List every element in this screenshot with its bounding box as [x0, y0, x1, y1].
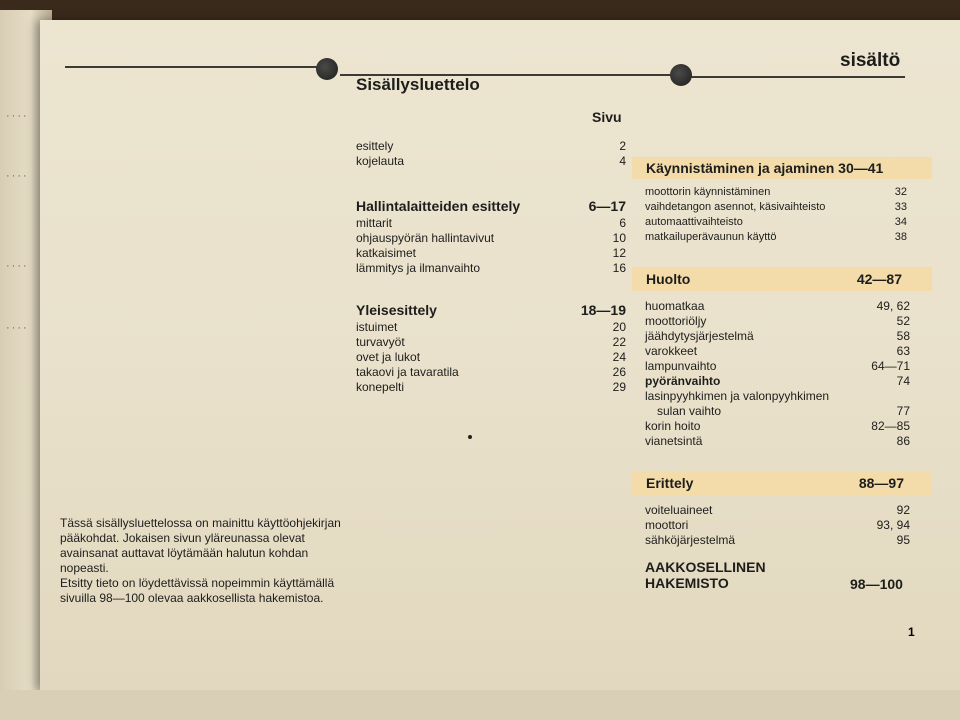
section-band[interactable] [632, 267, 932, 291]
toc-entry-label: sähköjärjestelmä [645, 533, 736, 547]
toc-entry-page: 52 [896, 314, 910, 328]
toc-entry[interactable] [645, 518, 910, 532]
decorative-dots: ···· [6, 170, 29, 182]
toc-entry-label: kojelauta [356, 154, 405, 168]
toc-entry[interactable] [356, 380, 626, 394]
toc-entry-page: 26 [612, 365, 626, 379]
toc-entry-page: 6 [619, 216, 626, 230]
toc-entry-page: 93, 94 [876, 518, 910, 532]
toc-entry[interactable] [645, 216, 907, 228]
section-band[interactable] [632, 471, 932, 495]
section-heading[interactable] [356, 302, 626, 318]
toc-entry[interactable] [356, 261, 626, 275]
section-heading-pages: 6—17 [588, 198, 626, 214]
toc-entry[interactable] [645, 434, 910, 448]
toc-entry-label: mittarit [356, 216, 392, 230]
toc-entry[interactable] [356, 216, 626, 230]
section-band-pages: 88—97 [858, 475, 904, 491]
toc-entry-page: 74 [896, 374, 910, 388]
toc-entry-label: lampunvaihto [645, 359, 717, 373]
toc-entry-label: moottoriöljy [645, 314, 707, 328]
toc-entry-label: sulan vaihto [657, 404, 722, 418]
toc-entry-page: 49, 62 [876, 299, 910, 313]
toc-entry-label: vaihdetangon asennot, käsivaihteisto [645, 201, 826, 213]
toc-entry-label: konepelti [356, 380, 405, 394]
toc-entry[interactable] [645, 533, 910, 547]
toc-entry[interactable] [645, 374, 910, 388]
section-band[interactable] [632, 157, 932, 179]
toc-entry-page: 24 [612, 350, 626, 364]
toc-entry[interactable] [356, 335, 626, 349]
toc-entry-label: istuimet [356, 320, 398, 334]
toc-entry-label: voiteluaineet [645, 503, 713, 517]
binder-hole [316, 58, 338, 80]
toc-entry-label: matkailuperävaunun käyttö [645, 231, 777, 243]
toc-entry[interactable] [356, 365, 626, 379]
toc-entry[interactable] [645, 503, 910, 517]
toc-entry-label: korin hoito [645, 419, 701, 433]
top-rule-right [690, 76, 905, 78]
toc-entry-page: 63 [896, 344, 910, 358]
decorative-dots: ···· [6, 110, 29, 122]
toc-entry[interactable] [356, 139, 626, 153]
index-pages: 98—100 [850, 576, 903, 592]
toc-entry-page: 64—71 [871, 359, 910, 373]
binder-hole [670, 64, 692, 86]
toc-entry[interactable] [645, 299, 910, 313]
toc-entry-page: 2 [619, 139, 626, 153]
section-heading-label: Hallintalaitteiden esittely [356, 198, 521, 214]
toc-entry-page: 38 [894, 231, 907, 243]
section-band-label: Käynnistäminen ja ajaminen 30—41 [646, 160, 884, 176]
toc-entry-label: esittely [356, 139, 394, 153]
toc-entry-page: 4 [619, 154, 626, 168]
toc-entry-label: pyöränvaihto [645, 374, 721, 388]
ink-speck [468, 435, 472, 439]
section-heading[interactable] [356, 198, 626, 214]
toc-entry-label: varokkeet [645, 344, 698, 358]
toc-entry-page: 10 [612, 231, 626, 245]
toc-entry[interactable] [645, 201, 907, 213]
toc-entry-page: 16 [612, 261, 626, 275]
toc-entry-label: moottori [645, 518, 689, 532]
toc-entry-page: 92 [896, 503, 910, 517]
toc-entry-page: 58 [896, 329, 910, 343]
toc-entry-page: 33 [894, 201, 907, 213]
toc-entry-label: ohjauspyörän hallintavivut [356, 231, 495, 245]
toc-entry[interactable] [645, 419, 910, 433]
page-title: Sisällysluettelo [356, 75, 480, 94]
toc-entry-label: takaovi ja tavaratila [356, 365, 459, 379]
toc-entry[interactable] [356, 246, 626, 260]
toc-entry-label: vianetsintä [645, 434, 703, 448]
manual-page [40, 20, 960, 690]
toc-entry-label: automaattivaihteisto [645, 216, 743, 228]
toc-entry-label: lämmitys ja ilmanvaihto [356, 261, 481, 275]
toc-entry-page: 82—85 [871, 419, 910, 433]
table-surface [0, 690, 960, 720]
intro-paragraph: Tässä sisällysluettelossa on mainittu käyttöohjekirjan pääkohdat. Jokaisen sivun yläreunassa olevat avainsanat auttavat löytämään halutun kohdan nopeasti. [60, 516, 341, 575]
toc-entry-page: 86 [896, 434, 910, 448]
toc-entry-page: 20 [612, 320, 626, 334]
toc-entry-page: 29 [612, 380, 626, 394]
toc-entry[interactable] [645, 344, 910, 358]
toc-entry[interactable] [645, 186, 907, 198]
toc-entry[interactable] [356, 154, 626, 168]
section-band-pages: 42—87 [856, 271, 902, 287]
toc-entry[interactable] [356, 231, 626, 245]
toc-entry-label: moottorin käynnistäminen [645, 186, 771, 198]
toc-entry-page: 12 [612, 246, 626, 260]
toc-entry-label: ovet ja lukot [356, 350, 421, 364]
toc-entry-label: huomatkaa [645, 299, 705, 313]
toc-entry-label: katkaisimet [356, 246, 417, 260]
toc-entry-label: turvavyöt [356, 335, 405, 349]
toc-entry-label: lasinpyyhkimen ja valonpyyhkimen [645, 389, 830, 403]
decorative-dots: ···· [6, 260, 29, 272]
intro-text [60, 516, 345, 606]
toc-entry-page: 22 [612, 335, 626, 349]
toc-entry[interactable] [645, 314, 910, 328]
section-header: sisältö [840, 50, 901, 71]
section-heading-pages: 18—19 [580, 302, 626, 318]
toc-entry-page: 34 [894, 216, 907, 228]
section-band-label: Erittely [646, 475, 694, 491]
toc-entry-label: jäähdytysjärjestelmä [645, 329, 754, 343]
decorative-dots: ···· [6, 322, 29, 334]
page-column-label: Sivu [592, 109, 622, 125]
toc-entry[interactable] [645, 329, 910, 343]
toc-entry[interactable] [645, 231, 907, 243]
index-heading-line2: HAKEMISTO [645, 575, 729, 591]
index-heading[interactable] [645, 559, 766, 591]
toc-entry-page: 95 [896, 533, 910, 547]
toc-entry[interactable] [645, 404, 910, 418]
section-band-label: Huolto [646, 271, 691, 287]
section-heading-label: Yleisesittely [356, 302, 437, 318]
intro-paragraph: Etsitty tieto on löydettävissä nopeimmin käyttämällä sivuilla 98—100 olevaa aakkosellista hakemistoa. [60, 576, 335, 605]
toc-entry[interactable] [645, 389, 910, 403]
toc-entry-page: 32 [894, 186, 907, 198]
toc-entry[interactable] [356, 320, 626, 334]
index-heading-line1: AAKKOSELLINEN [645, 559, 766, 575]
toc-entry[interactable] [356, 350, 626, 364]
toc-entry-page: 77 [896, 404, 910, 418]
top-rule-left [65, 66, 320, 68]
page-number: 1 [908, 625, 915, 639]
toc-entry[interactable] [645, 359, 910, 373]
